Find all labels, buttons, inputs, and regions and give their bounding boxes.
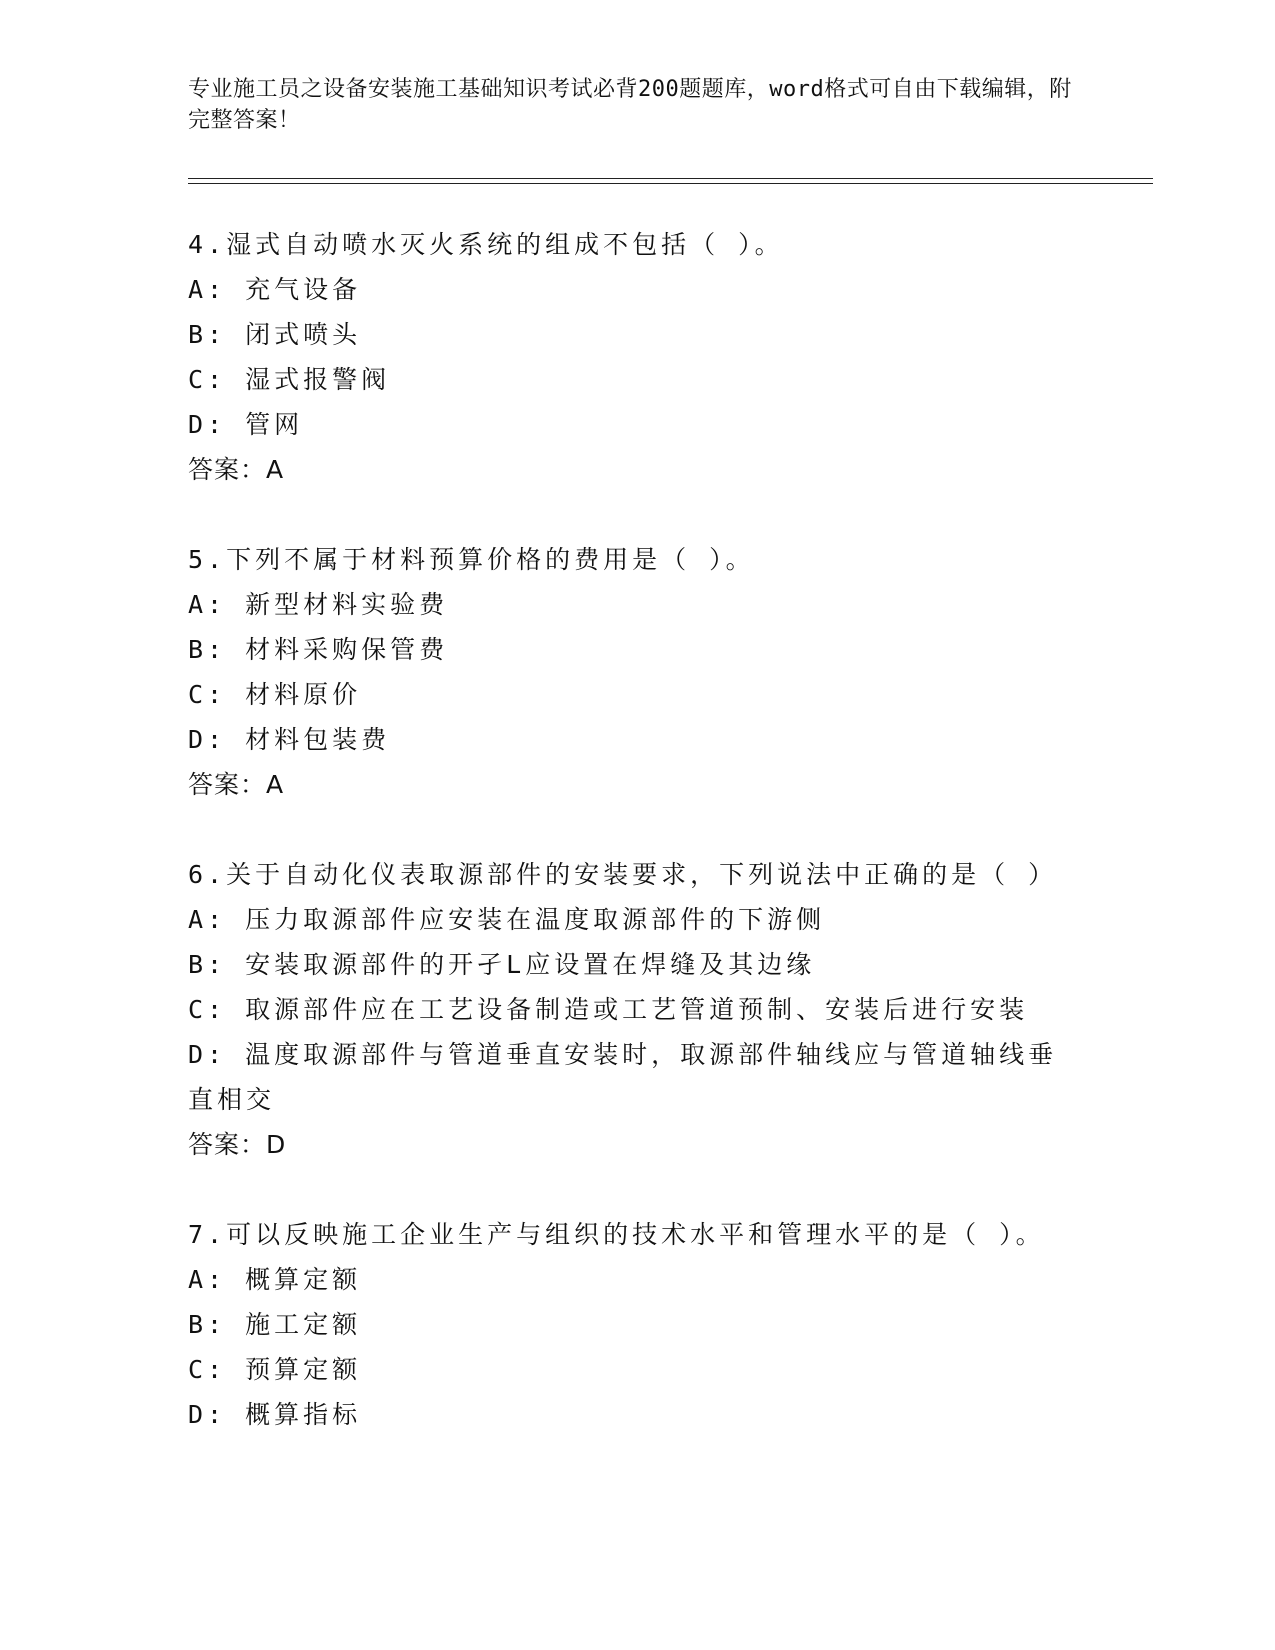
option-c: C: 材料原价 bbox=[188, 680, 362, 709]
answer: 答案：A bbox=[188, 770, 285, 799]
option-c: C: 取源部件应在工艺设备制造或工艺管道预制、安装后进行安装 bbox=[188, 995, 1029, 1024]
question-6 bbox=[188, 852, 1088, 1167]
option-d: D: 材料包装费 bbox=[188, 725, 391, 754]
option-b: B: 材料采购保管费 bbox=[188, 635, 449, 664]
answer: 答案：A bbox=[188, 455, 285, 484]
option-a: A: 新型材料实验费 bbox=[188, 590, 449, 619]
option-b: B: 安装取源部件的开孑L应设置在焊缝及其边缘 bbox=[188, 950, 816, 979]
option-a: A: 压力取源部件应安装在温度取源部件的下游侧 bbox=[188, 905, 826, 934]
option-c: C: 预算定额 bbox=[188, 1355, 362, 1384]
question-5 bbox=[188, 537, 1088, 807]
option-b: B: 施工定额 bbox=[188, 1310, 362, 1339]
option-d: D: 概算指标 bbox=[188, 1400, 362, 1429]
question-stem: 5.下列不属于材料预算价格的费用是（ ）。 bbox=[188, 545, 755, 574]
option-a: A: 充气设备 bbox=[188, 275, 362, 304]
question-stem: 7.可以反映施工企业生产与组织的技术水平和管理水平的是（ ）。 bbox=[188, 1220, 1045, 1249]
header-divider-top bbox=[188, 178, 1153, 179]
answer: 答案：D bbox=[188, 1130, 287, 1159]
header-divider-bottom bbox=[188, 183, 1153, 184]
question-stem: 4.湿式自动喷水灭火系统的组成不包括（ ）。 bbox=[188, 230, 784, 259]
option-b: B: 闭式喷头 bbox=[188, 320, 362, 349]
option-d: D: 管网 bbox=[188, 410, 304, 439]
question-7 bbox=[188, 1212, 1088, 1437]
option-c: C: 湿式报警阀 bbox=[188, 365, 391, 394]
question-stem: 6.关于自动化仪表取源部件的安装要求，下列说法中正确的是（ ） bbox=[188, 860, 1058, 889]
document-header: 专业施工员之设备安装施工基础知识考试必背200题题库，word格式可自由下载编辑，附完整答案！ bbox=[188, 77, 1072, 133]
option-a: A: 概算定额 bbox=[188, 1265, 362, 1294]
option-d: D: 温度取源部件与管道垂直安装时，取源部件轴线应与管道轴线垂直相交 bbox=[188, 1040, 1058, 1114]
question-4 bbox=[188, 222, 1088, 492]
